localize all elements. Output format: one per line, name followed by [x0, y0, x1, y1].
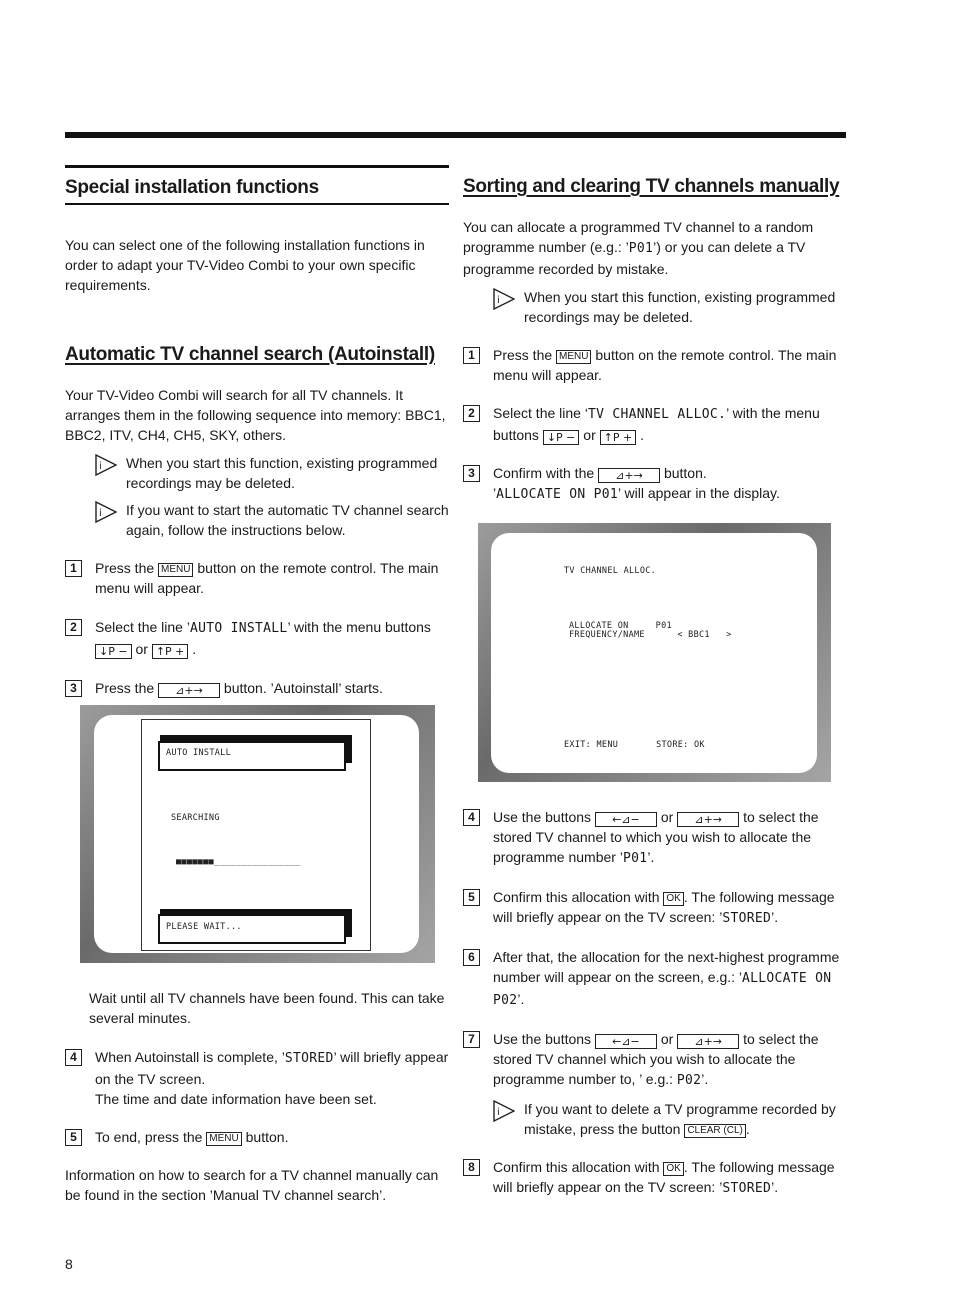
- step-8: 8 Confirm this allocation with OK . The following message will briefly appear on the TV screen: ’STORED’.: [463, 1157, 846, 1199]
- screen-allocate: ALLOCATE ON P01: [569, 621, 672, 631]
- step-3: 3 Press the ⊿+→ button. ’Autoinstall’ starts.: [65, 678, 449, 698]
- footer-text: Information on how to search for a TV channel manually can be found in the section ’Manual TV channel search’.: [65, 1167, 439, 1203]
- step-4: 4 When Autoinstall is complete, ’STORED’ will briefly appear on the TV screen. The time and date information have been set.: [65, 1047, 449, 1109]
- step-3: 3 Confirm with the ⊿+→ button. ’ALLOCATE ON P01’ will appear in the display.: [463, 463, 846, 505]
- top-rule: [65, 132, 846, 138]
- svg-text:i: i: [497, 295, 500, 306]
- screen-exit: EXIT: MENU STORE: OK: [564, 740, 705, 750]
- step-6: 6 After that, the allocation for the next-highest programme number will appear on the screen, e.g.: ’ALLOCATE ON P02’.: [463, 947, 846, 1011]
- info-note: i If you want to delete a TV programme recorded by mistake, press the button CLEAR (CL) .: [493, 1099, 846, 1139]
- step-2: 2 Select the line ‘TV CHANNEL ALLOC.’ with the menu buttons ↓P − or ↑P + .: [463, 403, 846, 445]
- autoinstall-heading: Automatic TV channel search (Autoinstall): [65, 344, 435, 365]
- left-arrow-key: ←⊿−: [595, 812, 657, 827]
- screen-searching: SEARCHING: [171, 813, 220, 823]
- step-number: 5: [65, 1129, 82, 1146]
- p-up-key: ↑P +: [152, 644, 189, 659]
- page-number: 8: [65, 1256, 73, 1272]
- intro-text: You can select one of the following installation functions in order to adapt your TV-Video Combi to your own specific requirements.: [65, 237, 425, 293]
- info-icon: [95, 454, 117, 476]
- right-arrow-key: ⊿+→: [598, 468, 660, 483]
- left-column: [65, 165, 449, 698]
- tv-display: [94, 715, 419, 953]
- menu-key: MENU: [556, 350, 591, 364]
- clear-key: CLEAR (CL): [684, 1124, 746, 1138]
- step-number: 1: [65, 560, 82, 577]
- step-number: 6: [463, 949, 480, 966]
- right-arrow-key: ⊿+→: [677, 1034, 739, 1049]
- right-arrow-key: ⊿+→: [158, 683, 220, 698]
- sorting-heading: Sorting and clearing TV channels manually: [463, 176, 840, 197]
- step-5: 5 To end, press the MENU button.: [65, 1127, 449, 1147]
- tv-screen-autoinstall: [80, 705, 435, 963]
- right-column: [463, 165, 846, 505]
- step-number: 3: [463, 465, 480, 482]
- step-number: 4: [463, 809, 480, 826]
- p-up-key: ↑P +: [600, 430, 637, 445]
- section-heading: Special installation functions: [65, 165, 449, 205]
- step-number: 1: [463, 347, 480, 364]
- step-number: 2: [463, 405, 480, 422]
- svg-text:i: i: [99, 508, 102, 519]
- screen-title: AUTO INSTALL: [166, 748, 232, 758]
- screen-wait: PLEASE WAIT...: [166, 922, 242, 932]
- left-column-lower: [65, 988, 449, 1205]
- note-text: When you start this function, existing programmed recordings may be deleted.: [524, 289, 836, 325]
- ok-key: OK: [663, 1162, 683, 1176]
- step-number: 8: [463, 1159, 480, 1176]
- screen-title: TV CHANNEL ALLOC.: [564, 566, 657, 576]
- note-text: When you start this function, existing programmed recordings may be deleted.: [126, 455, 438, 491]
- note-text: If you want to start the automatic TV channel search again, follow the instructions below.: [126, 502, 449, 538]
- left-arrow-key: ←⊿−: [595, 1034, 657, 1049]
- right-column-lower: [463, 807, 846, 1199]
- info-icon: [95, 501, 117, 523]
- sorting-intro: You can allocate a programmed TV channel to a random programme number (e.g.: ’P01’) or you can delete a TV programme recorded by mistake.: [463, 219, 814, 277]
- p-down-key: ↓P −: [543, 430, 580, 445]
- info-icon: [493, 288, 515, 310]
- step-number: 4: [65, 1049, 82, 1066]
- tv-display: [491, 533, 817, 773]
- svg-text:i: i: [497, 1107, 500, 1118]
- step-number: 2: [65, 619, 82, 636]
- step-number: 5: [463, 889, 480, 906]
- wait-text: Wait until all TV channels have been found. This can take several minutes.: [89, 990, 445, 1026]
- svg-text:i: i: [99, 461, 102, 472]
- menu-key: MENU: [158, 563, 193, 577]
- info-icon: [493, 1100, 515, 1122]
- step-number: 3: [65, 680, 82, 697]
- screen-frequency: FREQUENCY/NAME < BBC1 >: [569, 630, 732, 640]
- step-5: 5 Confirm this allocation with OK . The following message will briefly appear on the TV screen: ’STORED’.: [463, 887, 846, 929]
- info-note: [95, 453, 449, 493]
- progress-bar: ■■■■■■■________________: [176, 857, 301, 867]
- autoinstall-desc: Your TV-Video Combi will search for all TV channels. It arranges them in the following sequence into memory: BBC1, BBC2, ITV, CH4, CH5, SKY, others.: [65, 387, 446, 443]
- step-1: 1 Press the MENU button on the remote control. The main menu will appear.: [65, 558, 449, 598]
- info-note: [493, 287, 846, 327]
- step-2: 2 Select the line ’AUTO INSTALL’ with the menu buttons ↓P − or ↑P + .: [65, 617, 449, 659]
- menu-key: MENU: [206, 1132, 241, 1146]
- step-number: 7: [463, 1031, 480, 1048]
- step-7: 7 Use the buttons ←⊿− or ⊿+→ to select the stored TV channel which you wish to allocate the programme number to, ’ e.g.: P02’.: [463, 1029, 846, 1091]
- info-note: [95, 500, 449, 540]
- step-4: 4 Use the buttons ←⊿− or ⊿+→ to select the stored TV channel to which you wish to allocate the programme number ’P01’.: [463, 807, 846, 869]
- tv-screen-alloc: [478, 523, 831, 782]
- step-1: 1 Press the MENU button on the remote control. The main menu will appear.: [463, 345, 846, 385]
- ok-key: OK: [663, 892, 683, 906]
- p-down-key: ↓P −: [95, 644, 132, 659]
- right-arrow-key: ⊿+→: [677, 812, 739, 827]
